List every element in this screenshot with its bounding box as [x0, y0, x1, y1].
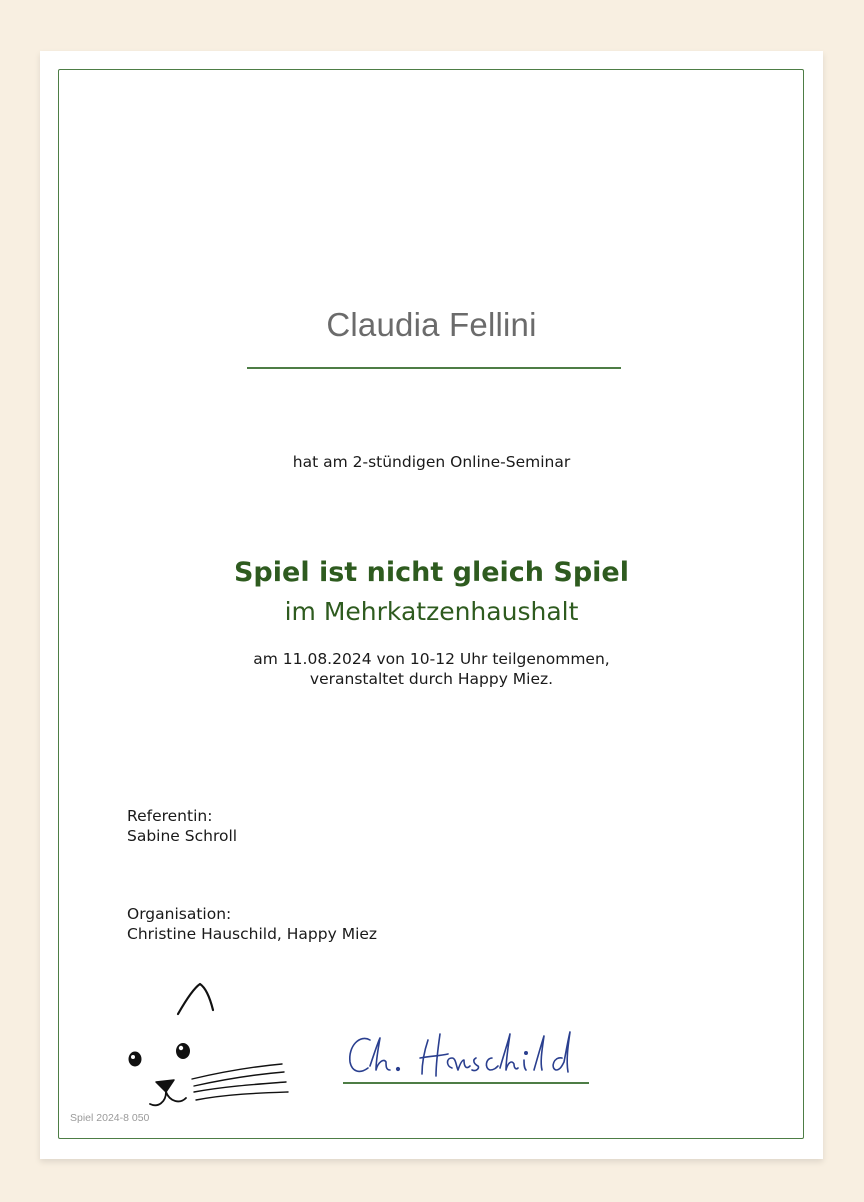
- name-underline: [247, 367, 621, 369]
- referent-label: Referentin:: [127, 807, 213, 825]
- referent-name: Sabine Schroll: [127, 827, 238, 845]
- organisation-name: Christine Hauschild, Happy Miez: [127, 925, 378, 943]
- cat-face-icon: [110, 966, 300, 1121]
- details-line-date: am 11.08.2024 von 10-12 Uhr teilgenommen,: [253, 650, 610, 668]
- seminar-details: [40, 649, 823, 689]
- recipient-name: Claudia Fellini: [326, 306, 537, 343]
- signature-line: [343, 1082, 589, 1084]
- referent-block: [127, 806, 237, 846]
- seminar-title: Spiel ist nicht gleich Spiel: [233, 557, 629, 588]
- intro-text: hat am 2-stündigen Online-Seminar: [292, 453, 571, 471]
- seminar-subtitle: im Mehrkatzenhaushalt: [284, 597, 579, 626]
- organisation-label: Organisation:: [127, 905, 232, 923]
- document-code: Spiel 2024-8 050: [70, 1112, 150, 1124]
- details-line-organizer: veranstaltet durch Happy Miez.: [309, 670, 554, 688]
- certificate-paper: [40, 51, 823, 1159]
- organisation-block: [127, 904, 377, 944]
